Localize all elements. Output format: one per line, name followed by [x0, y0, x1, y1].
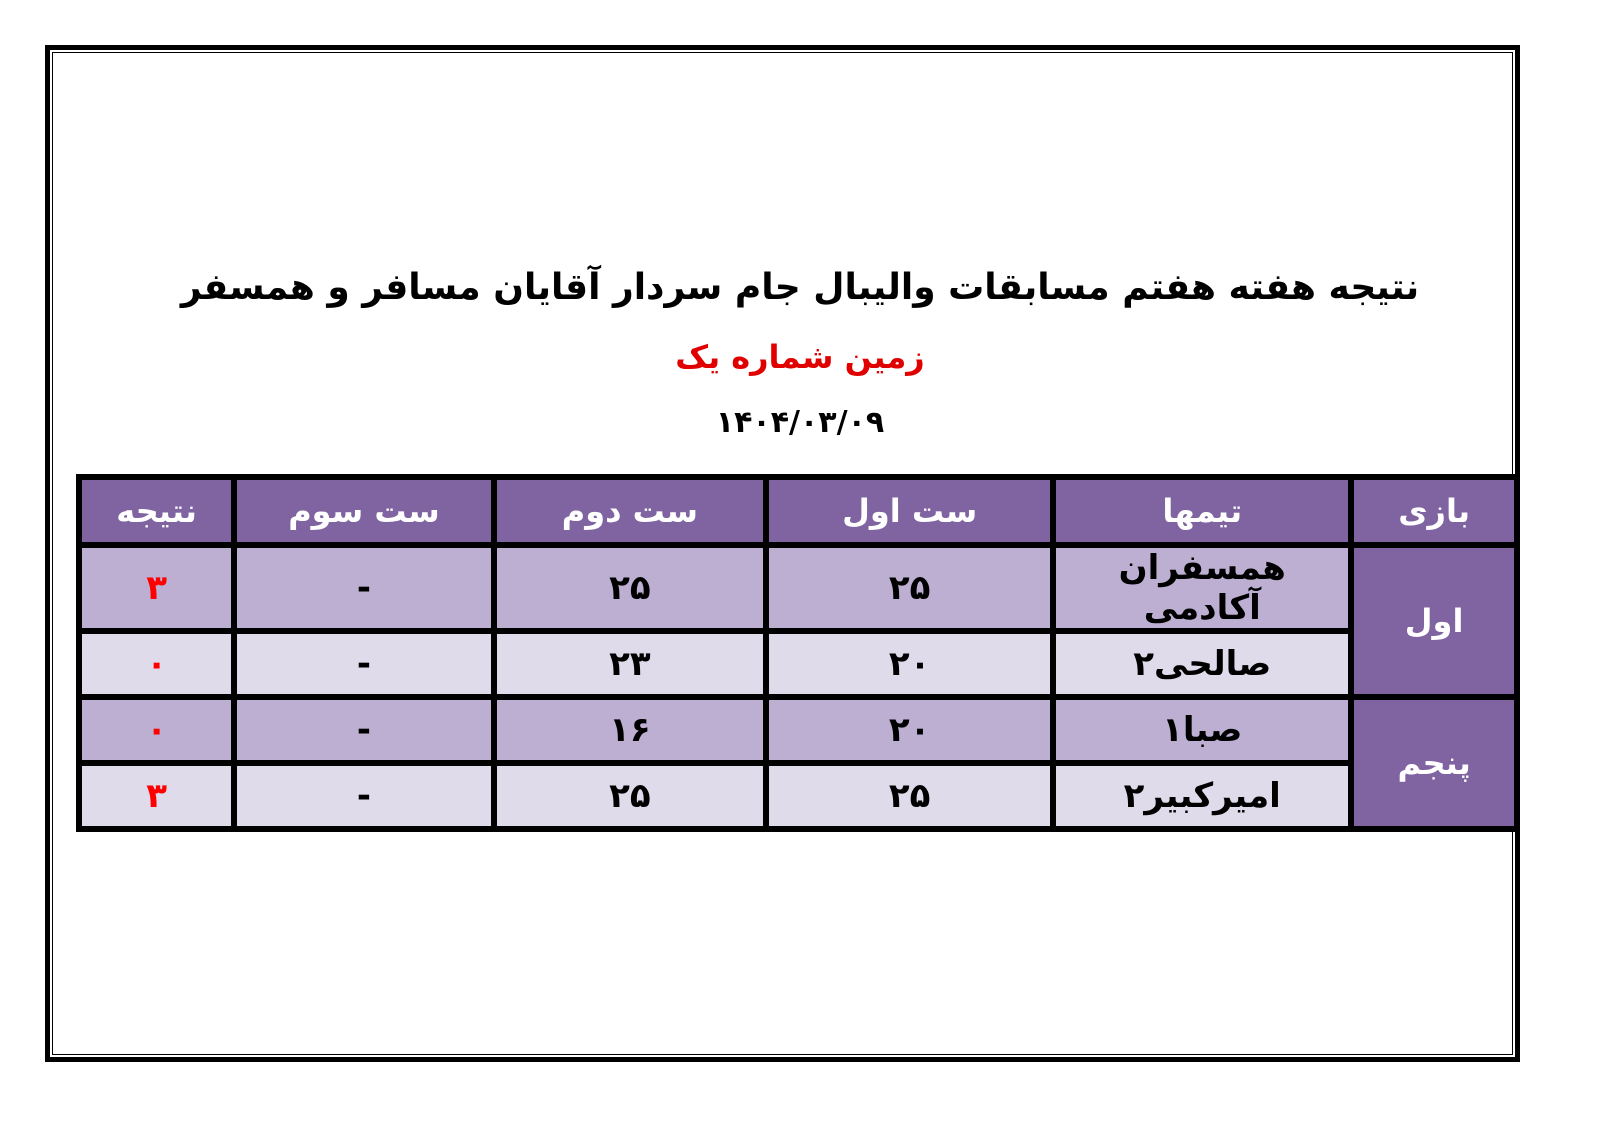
team-name: امیرکبیر۲	[1056, 766, 1348, 826]
game-label: اول	[1354, 548, 1514, 694]
set2-score: ۲۳	[497, 634, 763, 694]
match-result: ۰	[82, 634, 231, 694]
set2-score: ۱۶	[497, 700, 763, 760]
match-result: ۳	[82, 766, 231, 826]
table-row	[82, 766, 1514, 826]
table-header-row	[82, 480, 1514, 542]
set1-score: ۲۵	[769, 548, 1050, 628]
court-subtitle: زمین شماره یک	[675, 338, 925, 376]
table-row	[82, 548, 1514, 628]
page-title: نتیجه هفته هفتم مسابقات والیبال جام سردار آقایان مسافر و همسفر	[180, 267, 1420, 308]
team-name: صالحی۲	[1056, 634, 1348, 694]
table-row	[82, 700, 1514, 760]
set2-score: ۲۵	[497, 548, 763, 628]
set1-score: ۲۰	[769, 700, 1050, 760]
team-name: صبا۱	[1056, 700, 1348, 760]
match-date: ۱۴۰۴/۰۳/۰۹	[715, 405, 885, 440]
set3-score: -	[237, 634, 491, 694]
header-set2: ست دوم	[497, 480, 763, 542]
team-name: همسفران آکادمی	[1056, 548, 1348, 628]
results-table	[76, 474, 1520, 832]
table-row	[82, 634, 1514, 694]
match-result: ۰	[82, 700, 231, 760]
header-result: نتیجه	[82, 480, 231, 542]
set3-score: -	[237, 548, 491, 628]
header-set3: ست سوم	[237, 480, 491, 542]
match-result: ۳	[82, 548, 231, 628]
header-game: بازی	[1354, 480, 1514, 542]
set3-score: -	[237, 766, 491, 826]
set3-score: -	[237, 700, 491, 760]
header-set1: ست اول	[769, 480, 1050, 542]
set2-score: ۲۵	[497, 766, 763, 826]
game-label: پنجم	[1354, 700, 1514, 826]
header-teams: تیمها	[1056, 480, 1348, 542]
set1-score: ۲۵	[769, 766, 1050, 826]
set1-score: ۲۰	[769, 634, 1050, 694]
